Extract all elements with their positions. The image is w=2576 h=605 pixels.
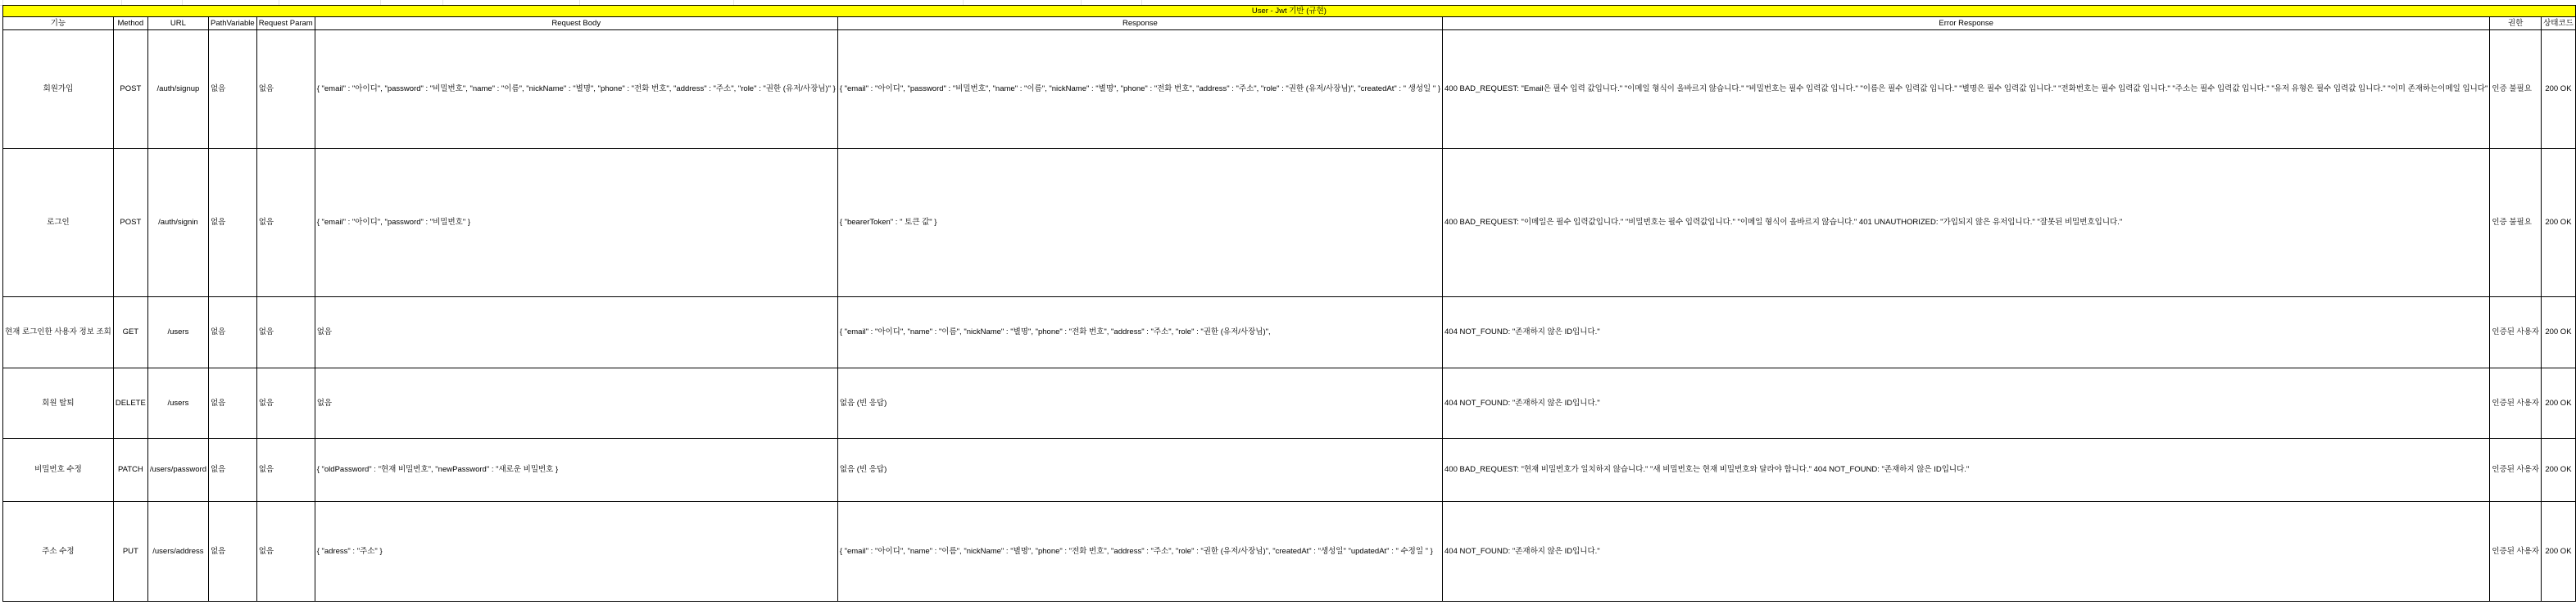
cell-method[interactable]: GET — [113, 297, 147, 368]
table-row — [3, 297, 2576, 368]
cell-feature[interactable]: 주소 수정 — [3, 502, 114, 602]
cell-response[interactable]: 없음 (빈 응답) — [837, 439, 1442, 502]
cell-path-variable[interactable]: 없음 — [209, 439, 257, 502]
header-row — [3, 17, 2576, 30]
cell-response[interactable]: 없음 (빈 응답) — [837, 368, 1442, 439]
cell-url[interactable]: /users/address — [147, 502, 208, 602]
header-cell-request-param[interactable]: Request Param — [256, 17, 315, 30]
cell-url[interactable]: /users/password — [147, 439, 208, 502]
cell-request-param[interactable]: 없음 — [256, 30, 315, 149]
cell-status[interactable]: 200 OK — [2542, 149, 2576, 297]
cell-permission[interactable]: 인증 불필요 — [2490, 30, 2542, 149]
sheet-title[interactable]: User - Jwt 기반 (규현) — [3, 6, 2576, 17]
header-cell-method[interactable]: Method — [113, 17, 147, 30]
cell-status[interactable]: 200 OK — [2542, 30, 2576, 149]
table-row — [3, 30, 2576, 149]
cell-request-param[interactable]: 없음 — [256, 502, 315, 602]
cell-feature[interactable]: 현재 로그인한 사용자 정보 조회 — [3, 297, 114, 368]
cell-request-body[interactable]: 없음 — [315, 368, 837, 439]
cell-path-variable[interactable]: 없음 — [209, 149, 257, 297]
cell-response[interactable]: { "email" : "아이디", "password" : "비밀번호", "name" : "이름", "nickName" : "별명", "phone" : "전화 번호", "address" : "주소", "role" : "권한 (유저/사장님)", "createdAt" : " 생성일 " } — [837, 30, 1442, 149]
cell-method[interactable]: POST — [113, 30, 147, 149]
cell-permission[interactable]: 인증 불필요 — [2490, 149, 2542, 297]
header-cell-feature[interactable]: 기능 — [3, 17, 114, 30]
cell-feature[interactable]: 로그인 — [3, 149, 114, 297]
cell-method[interactable]: DELETE — [113, 368, 147, 439]
cell-error-response[interactable]: 400 BAD_REQUEST: "현재 비밀번호가 일치하지 않습니다." "새 비밀번호는 현재 비밀번호와 달라야 합니다." 404 NOT_FOUND: "존재하지 않은 ID입니다." — [1443, 439, 2490, 502]
cell-request-param[interactable]: 없음 — [256, 368, 315, 439]
cell-path-variable[interactable]: 없음 — [209, 30, 257, 149]
cell-method[interactable]: PUT — [113, 502, 147, 602]
cell-path-variable[interactable]: 없음 — [209, 368, 257, 439]
title-row — [3, 6, 2576, 17]
cell-path-variable[interactable]: 없음 — [209, 297, 257, 368]
header-cell-request-body[interactable]: Request Body — [315, 17, 837, 30]
cell-request-param[interactable]: 없음 — [256, 297, 315, 368]
cell-feature[interactable]: 회원 탈퇴 — [3, 368, 114, 439]
cell-request-param[interactable]: 없음 — [256, 439, 315, 502]
cell-status[interactable]: 200 OK — [2542, 297, 2576, 368]
cell-permission[interactable]: 인증된 사용자 — [2490, 502, 2542, 602]
cell-url[interactable]: /users — [147, 368, 208, 439]
cell-status[interactable]: 200 OK — [2542, 368, 2576, 439]
cell-response[interactable]: { "email" : "아이디", "name" : "이름", "nickName" : "별명", "phone" : "전화 번호", "address" : "주소", "role" : "권한 (유저/사장님)", — [837, 297, 1442, 368]
header-cell-permission[interactable]: 권한 — [2490, 17, 2542, 30]
header-cell-status[interactable]: 상태코드 — [2542, 17, 2576, 30]
cell-url[interactable]: /users — [147, 297, 208, 368]
cell-status[interactable]: 200 OK — [2542, 502, 2576, 602]
cell-status[interactable]: 200 OK — [2542, 439, 2576, 502]
cell-error-response[interactable]: 404 NOT_FOUND: "존재하지 않은 ID입니다." — [1443, 502, 2490, 602]
table-row — [3, 368, 2576, 439]
cell-feature[interactable]: 비밀번호 수정 — [3, 439, 114, 502]
cell-request-body[interactable]: { "adress" : "주소" } — [315, 502, 837, 602]
table-row — [3, 502, 2576, 602]
header-cell-error-response[interactable]: Error Response — [1443, 17, 2490, 30]
cell-error-response[interactable]: 404 NOT_FOUND: "존재하지 않은 ID입니다." — [1443, 368, 2490, 439]
cell-error-response[interactable]: 400 BAD_REQUEST: "이메일은 필수 입력값입니다." "비밀번호는 필수 입력값입니다." "이메일 형식이 올바르지 않습니다." 401 UNAUTHORIZED: "가입되지 않은 유저입니다." "잘못된 비밀번호입니다." — [1443, 149, 2490, 297]
table-row — [3, 439, 2576, 502]
api-spec-table — [2, 5, 2576, 602]
cell-error-response[interactable]: 404 NOT_FOUND: "존재하지 않은 ID입니다." — [1443, 297, 2490, 368]
cell-permission[interactable]: 인증된 사용자 — [2490, 439, 2542, 502]
header-cell-response[interactable]: Response — [837, 17, 1442, 30]
cell-request-body[interactable]: { "email" : "아이디", "password" : "비밀번호" } — [315, 149, 837, 297]
cell-permission[interactable]: 인증된 사용자 — [2490, 368, 2542, 439]
cell-path-variable[interactable]: 없음 — [209, 502, 257, 602]
cell-request-param[interactable]: 없음 — [256, 149, 315, 297]
table-row — [3, 149, 2576, 297]
cell-error-response[interactable]: 400 BAD_REQUEST: "Email은 필수 입력 값입니다." "이메일 형식이 올바르지 않습니다." "비밀번호는 필수 입력값 입니다." "이름은 필수 입력값 입니다." "별명은 필수 입력값 입니다." "전화번호는 필수 입력값 입니다." "주소는 필수 입력값 입니다." "유저 유형은 필수 입력값 입니다." "이미 존재하는이메일 입니다" — [1443, 30, 2490, 149]
cell-response[interactable]: { "bearerToken" : " 토큰 값" } — [837, 149, 1442, 297]
header-cell-url[interactable]: URL — [147, 17, 208, 30]
cell-method[interactable]: POST — [113, 149, 147, 297]
cell-request-body[interactable]: { "oldPassword" : "현재 비밀번호", "newPassword" : "새로운 비밀번호 } — [315, 439, 837, 502]
cell-request-body[interactable]: { "email" : "아이디", "password" : "비밀번호", "name" : "이름", "nickName" : "별명", "phone" : "전화 번호", "address" : "주소", "role" : "권한 (유저/사장님)" } — [315, 30, 837, 149]
cell-feature[interactable]: 회원가입 — [3, 30, 114, 149]
cell-url[interactable]: /auth/signin — [147, 149, 208, 297]
cell-url[interactable]: /auth/signup — [147, 30, 208, 149]
cell-request-body[interactable]: 없음 — [315, 297, 837, 368]
cell-permission[interactable]: 인증된 사용자 — [2490, 297, 2542, 368]
header-cell-path-variable[interactable]: PathVariable — [209, 17, 257, 30]
cell-response[interactable]: { "email" : "아이디", "name" : "이름", "nickName" : "별명", "phone" : "전화 번호", "address" : "주소", "role" : "권한 (유저/사장님)", "createdAt" : "생성일" "updatedAt" : " 수정일 " } — [837, 502, 1442, 602]
cell-method[interactable]: PATCH — [113, 439, 147, 502]
